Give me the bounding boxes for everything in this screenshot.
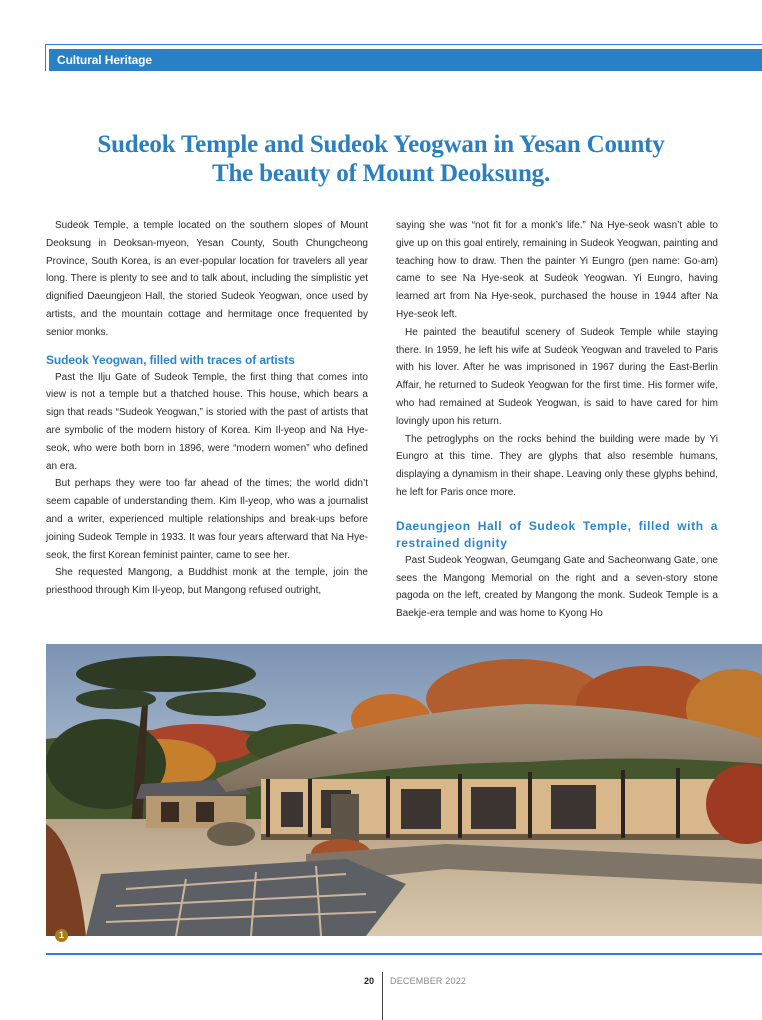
- subheading: Daeungjeon Hall of Sudeok Temple, filled with a restrained dignity: [396, 518, 718, 550]
- article-title: [40, 130, 722, 188]
- paragraph: Past the Ilju Gate of Sudeok Temple, the first thing that comes into view is not a temple but a thatched house. This house, which bears a sign that reads “Sudeok Yeogwan,” is storied with the past of artists that are symbolic of the modern history of Korea. Kim Il-yeop and Na Hye-seok, who were both born in 1896, were “modern women” who defined an era.: [46, 371, 368, 472]
- paragraph: saying she was “not fit for a monk’s life.” Na Hye-seok wasn’t able to give up on this goal entirely, remaining in Sudeok Yeogwan, painting and teaching how to draw. Then the painter Yi Eungro (pen name: Go-am) came to see Na Hye-seok at Sudeok Yeogwan. Yi Eungro, having learned art from Na Hye-seok, purchased the house in 1944 after Na Hye-seok left.: [396, 220, 718, 320]
- page-number: 20: [363, 976, 374, 986]
- section-header-bar: [49, 49, 762, 71]
- paragraph: He painted the beautiful scenery of Sudeok Temple while staying there. In 1959, he left his wife at Sudeok Yeogwan and traveled to Paris with his lover. After he was imprisoned in 1967 during the East-Berlin Affair, he returned to Sudeok Yeogwan for the first time. His former wife, who had remained at Sudeok Yeogwan, is said to have cared for him lovingly upon his return.: [396, 326, 718, 427]
- text-column-right: [396, 217, 718, 623]
- subheading: Sudeok Yeogwan, filled with traces of artists: [46, 352, 295, 367]
- header-rule: [45, 44, 762, 45]
- title-line-2: The beauty of Mount Deoksung.: [212, 160, 550, 187]
- issue-date: DECEMBER 2022: [390, 976, 467, 986]
- header-rule-vertical: [45, 44, 46, 71]
- footer-divider: [382, 972, 383, 1020]
- footer-rule: [46, 953, 762, 955]
- text-column-left: [46, 217, 368, 600]
- paragraph: She requested Mangong, a Buddhist monk at the temple, join the priesthood through Kim Il-yeop, but Mangong refused outright,: [46, 567, 368, 597]
- paragraph: But perhaps they were too far ahead of the times; the world didn’t seem capable of understanding them. Kim Il-yeop, who was a journalist and a writer, experienced multiple relationships and break-ups before joining Sudeok Temple in 1933. It was four years afterward that Na Hye-seok, the first Korean feminist painter, came to see her.: [46, 478, 368, 561]
- article-photo: [46, 644, 762, 936]
- paragraph: The petroglyphs on the rocks behind the building were made by Yi Eungro at this time. They are glyphs that also resemble humans, displaying a dynamism in their shape. Leaving only these glyphs behind, he left for Paris once more.: [396, 433, 718, 498]
- photo-number-badge: 1: [55, 929, 68, 942]
- section-label: Cultural Heritage: [57, 53, 152, 67]
- title-line-1: Sudeok Temple and Sudeok Yeogwan in Yesan County: [97, 131, 665, 158]
- paragraph: Past Sudeok Yeogwan, Geumgang Gate and Sacheonwang Gate, one sees the Mangong Memorial on the right and a seven-story stone pagoda on the left, created by Mangong the monk. Sudeok Temple is a Baekje-era temple and was home to Kyong Ho: [396, 554, 718, 620]
- paragraph: Sudeok Temple, a temple located on the southern slopes of Mount Deoksung in Deoksan-myeon, Yesan County, South Chungcheong Province, South Korea, is an ever-popular location for travelers all year long. There is plenty to see and to talk about, including the simplistic yet dignified Daeungjeon Hall, the storied Sudeok Yeogwan, once used by artists, and the mountain cottage and hermitage once frequented by senior monks.: [46, 220, 368, 338]
